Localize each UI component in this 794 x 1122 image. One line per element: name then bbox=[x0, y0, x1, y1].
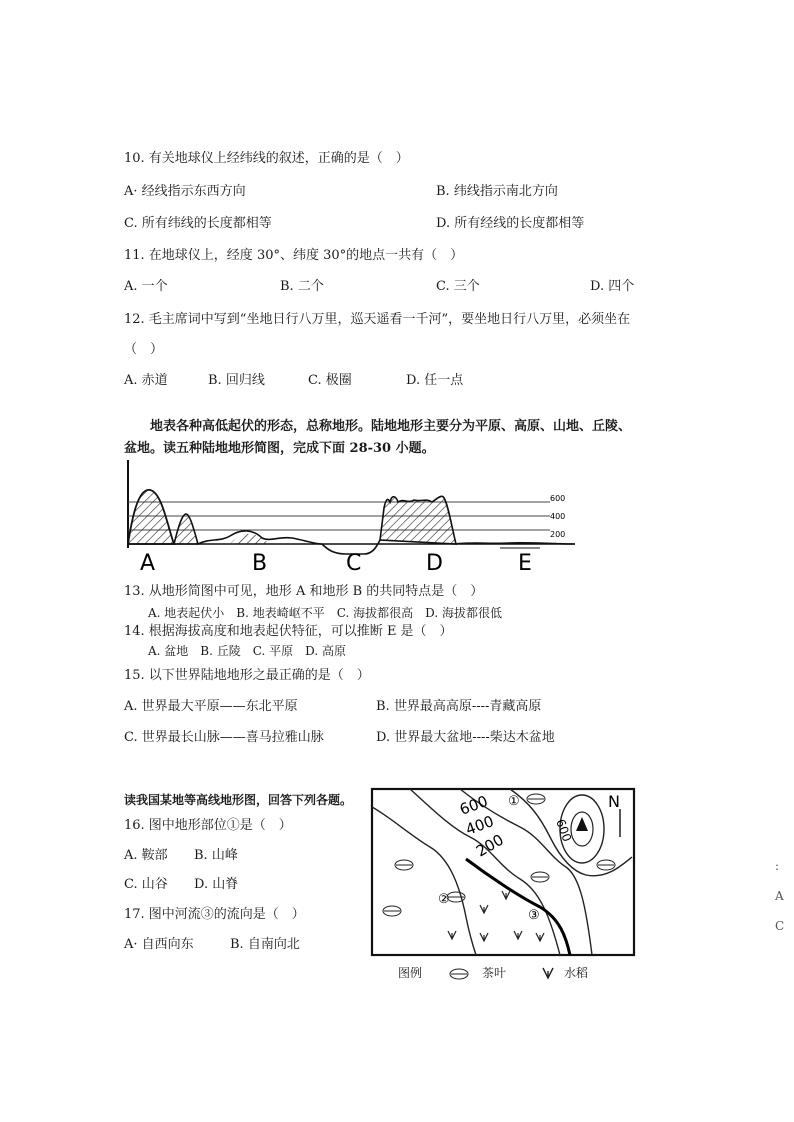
edge-mark: : bbox=[775, 859, 780, 873]
legend-tea-label: 茶叶 bbox=[482, 966, 507, 980]
q15-option-c: C. 世界最长山脉——喜马拉雅山脉 bbox=[124, 730, 324, 745]
q11-stem: 11. 在地球仪上，经度 30°、纬度 30°的地点一共有（ ） bbox=[124, 248, 464, 263]
q11-option-a: A. 一个 bbox=[124, 279, 168, 294]
legend-tea-leaf-icon bbox=[448, 967, 470, 981]
legend-rice-icon bbox=[540, 966, 556, 980]
marker-2: ② bbox=[438, 892, 450, 907]
q15-option-d: D. 世界最大盆地----柴达木盆地 bbox=[376, 730, 555, 745]
q10-option-d: D. 所有经线的长度都相等 bbox=[436, 216, 585, 231]
q11-option-c: C. 三个 bbox=[436, 279, 480, 294]
contour-label-600-peak: 600 bbox=[553, 817, 575, 844]
q16-stem: 16. 图中地形部位①是（ ） bbox=[124, 818, 292, 833]
q17-option-a: A· 自西向东 bbox=[124, 937, 194, 952]
q16-option-c: C. 山谷 bbox=[124, 877, 168, 892]
q13-stem: 13. 从地形简图中可见，地形 A 和地形 B 的共同特点是（ ） bbox=[124, 584, 484, 599]
elevation-label-600: 600 bbox=[550, 494, 566, 503]
q17-option-b: B. 自南向北 bbox=[230, 937, 300, 952]
contour-label-400: 400 bbox=[463, 812, 497, 839]
q12-paren: （ ） bbox=[124, 342, 164, 357]
elevation-label-400: 400 bbox=[550, 512, 566, 521]
edge-mark: C bbox=[775, 919, 785, 933]
elevation-label-200: 200 bbox=[550, 530, 566, 539]
q11-option-b: B. 二个 bbox=[280, 279, 324, 294]
q15-option-a: A. 世界最大平原——东北平原 bbox=[124, 699, 298, 714]
contour-map bbox=[370, 787, 640, 959]
landform-label-d: D bbox=[426, 551, 443, 576]
edge-mark: A bbox=[775, 889, 784, 903]
contour-label-200: 200 bbox=[473, 830, 507, 861]
q13-options: A. 地表起伏小 B. 地表崎岖不平 C. 海拔都很高 D. 海拔都很低 bbox=[148, 606, 502, 620]
q17-stem: 17. 图中河流③的流向是（ ） bbox=[124, 907, 305, 922]
landform-label-b: B bbox=[252, 551, 268, 576]
q16-option-a: A. 鞍部 bbox=[124, 848, 168, 863]
q14-stem: 14. 根据海拔高度和地表起伏特征，可以推断 E 是（ ） bbox=[124, 624, 453, 639]
marker-1: ① bbox=[508, 794, 520, 809]
q16-option-d: D. 山脊 bbox=[194, 877, 239, 892]
q15-stem: 15. 以下世界陆地地形之最正确的是（ ） bbox=[124, 668, 370, 683]
q10-option-b: B. 纬线指示南北方向 bbox=[436, 184, 558, 199]
q12-option-c: C. 极圈 bbox=[308, 373, 352, 388]
legend-rice-label: 水稻 bbox=[564, 966, 589, 980]
q10-stem: 10. 有关地球仪上经纬线的叙述，正确的是（ ） bbox=[124, 151, 409, 166]
q12-option-a: A. 赤道 bbox=[124, 373, 168, 388]
marker-3: ③ bbox=[528, 908, 540, 923]
landform-label-c: C bbox=[346, 551, 362, 576]
q15-option-b: B. 世界最高高原----青藏高原 bbox=[376, 699, 542, 714]
q12-stem: 12. 毛主席词中写到“坐地日行八万里，巡天遥看一千河”，要坐地日行八万里，必须坐在 bbox=[124, 312, 631, 327]
terrain-intro-line1: 地表各种高低起伏的形态，总称地形。陆地地形主要分为平原、高原、山地、丘陵、 bbox=[150, 419, 632, 434]
q10-option-a: A· 经线指示东西方向 bbox=[124, 184, 246, 199]
q14-options: A. 盆地 B. 丘陵 C. 平原 D. 高原 bbox=[148, 644, 346, 658]
q12-option-b: B. 回归线 bbox=[208, 373, 265, 388]
terrain-profile-diagram bbox=[120, 458, 590, 578]
terrain-intro-line2: 盆地。读五种陆地地形简图，完成下面 28-30 小题。 bbox=[124, 441, 435, 456]
legend-title: 图例 bbox=[398, 966, 423, 980]
landform-label-e: E bbox=[518, 551, 532, 576]
q16-option-b: B. 山峰 bbox=[194, 848, 238, 863]
north-arrow-label: N bbox=[608, 792, 620, 811]
contour-label-600: 600 bbox=[457, 792, 491, 819]
q11-option-d: D. 四个 bbox=[590, 279, 635, 294]
landform-label-a: A bbox=[140, 551, 156, 576]
q12-option-d: D. 任一点 bbox=[406, 373, 464, 388]
map-intro: 读我国某地等高线地形图，回答下列各题。 bbox=[124, 793, 353, 807]
q10-option-c: C. 所有纬线的长度都相等 bbox=[124, 216, 272, 231]
